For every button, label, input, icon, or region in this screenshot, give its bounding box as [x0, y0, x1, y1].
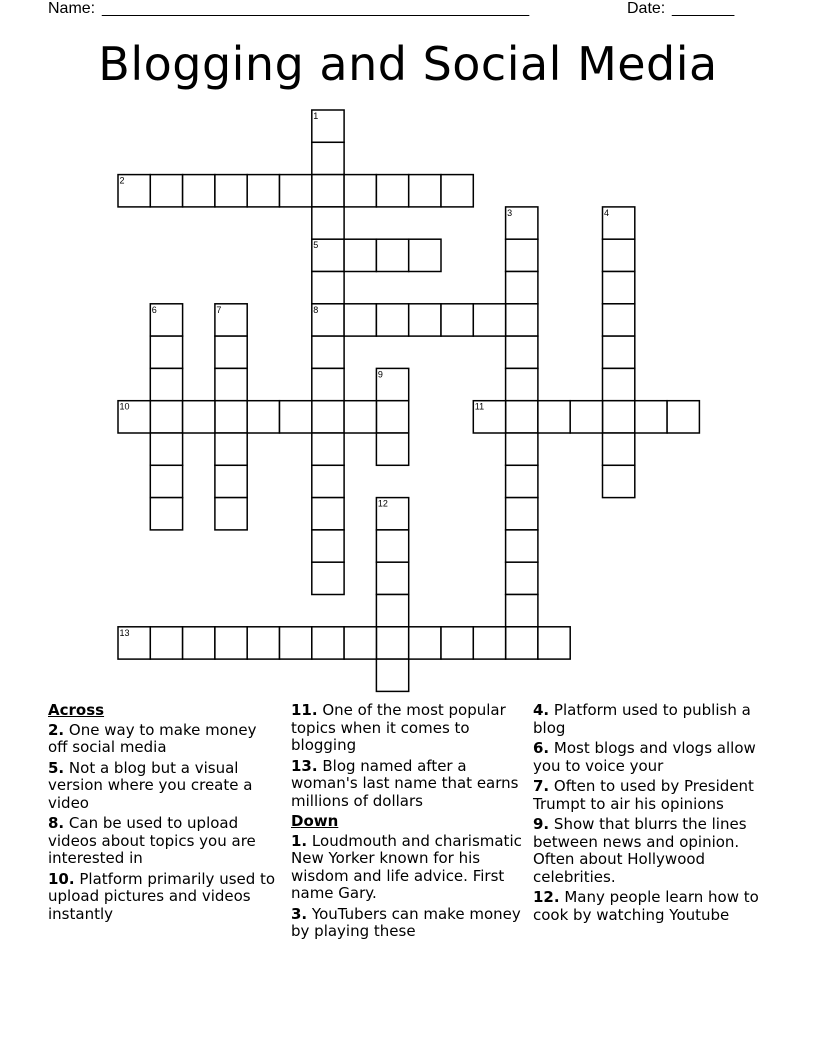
grid-cell[interactable] [312, 272, 344, 304]
grid-cell[interactable] [506, 239, 538, 271]
clue-number: 2. [48, 720, 65, 739]
grid-cell[interactable] [215, 336, 247, 368]
grid-cell[interactable] [150, 627, 182, 659]
clue-number: 10. [48, 869, 75, 888]
grid-cell[interactable] [376, 239, 408, 271]
grid-cell[interactable] [215, 465, 247, 497]
grid-cell[interactable] [376, 659, 408, 691]
grid-cell[interactable] [344, 304, 376, 336]
clue-down-9 [533, 816, 765, 886]
clue-number: 6. [533, 739, 550, 757]
grid-cell[interactable] [280, 401, 312, 433]
grid-cell[interactable] [603, 336, 635, 368]
clue-across-5 [48, 760, 280, 813]
grid-cell[interactable] [376, 175, 408, 207]
date-label: Date: [627, 0, 666, 17]
clue-across-2 [48, 722, 280, 757]
clue-number: 4. [533, 701, 550, 719]
grid-cell[interactable] [150, 465, 182, 497]
cell-number: 6 [151, 304, 157, 315]
grid-cell[interactable] [506, 498, 538, 530]
clue-across-8 [48, 815, 280, 868]
cell-number: 10 [119, 401, 130, 412]
grid-cell[interactable] [312, 433, 344, 465]
clue-across-10 [48, 871, 280, 924]
grid-cell[interactable] [312, 368, 344, 400]
grid-cell[interactable] [150, 498, 182, 530]
grid-cell[interactable] [215, 368, 247, 400]
grid-cell[interactable] [635, 401, 667, 433]
grid-cell[interactable] [312, 401, 344, 433]
cell-number: 5 [313, 240, 319, 251]
grid-cell[interactable] [506, 465, 538, 497]
grid-cell[interactable] [506, 272, 538, 304]
clue-text: Loudmouth and charismatic New Yorker known for his wisdom and life advice. First name Gary. [291, 831, 522, 902]
grid-cell[interactable] [506, 304, 538, 336]
grid-cell[interactable] [506, 401, 538, 433]
cell-number: 13 [119, 627, 130, 638]
page-title: Blogging and Social Media [98, 37, 718, 91]
clue-number: 1. [291, 831, 308, 850]
grid-cell[interactable] [376, 595, 408, 627]
clue-down-6 [533, 740, 765, 775]
grid-cell[interactable] [506, 530, 538, 562]
grid-cell[interactable] [247, 401, 279, 433]
grid-cell[interactable] [376, 401, 408, 433]
grid-cell[interactable] [538, 627, 570, 659]
clue-down-12 [533, 889, 765, 924]
grid-cell[interactable] [150, 433, 182, 465]
cell-number: 9 [377, 369, 383, 380]
grid-cell[interactable] [409, 304, 441, 336]
grid-cell[interactable] [215, 498, 247, 530]
clue-number: 12. [533, 888, 560, 906]
grid-cell[interactable] [344, 175, 376, 207]
grid-cell[interactable] [376, 530, 408, 562]
grid-cell[interactable] [441, 627, 473, 659]
clue-number: 5. [48, 758, 65, 777]
grid-cell[interactable] [183, 627, 215, 659]
clue-number: 11. [291, 701, 318, 719]
grid-cell[interactable] [473, 304, 505, 336]
clue-down-7 [533, 778, 765, 813]
cell-number: 8 [313, 304, 319, 315]
grid-cell[interactable] [280, 627, 312, 659]
grid-cell[interactable] [344, 239, 376, 271]
grid-cell[interactable] [506, 336, 538, 368]
clue-text: Not a blog but a visual version where you create a video [48, 758, 253, 812]
grid-cell[interactable] [473, 627, 505, 659]
grid-cell[interactable] [215, 627, 247, 659]
cell-number: 11 [474, 401, 485, 412]
grid-cell[interactable] [376, 562, 408, 594]
grid-cell[interactable] [344, 401, 376, 433]
grid-cell[interactable] [570, 401, 602, 433]
grid-cell[interactable] [376, 627, 408, 659]
clue-text: Show that blurrs the lines between news and opinion. Often about Hollywood celebrities. [533, 815, 747, 886]
clue-text: One of the most popular topics when it comes to blogging [291, 701, 506, 754]
grid-cell[interactable] [344, 627, 376, 659]
clue-text: Often to used by President Trumpt to air his opinions [533, 777, 754, 813]
grid-cell[interactable] [376, 433, 408, 465]
grid-cell[interactable] [409, 627, 441, 659]
grid-cell[interactable] [312, 175, 344, 207]
grid-cell[interactable] [150, 368, 182, 400]
grid-cell[interactable] [312, 627, 344, 659]
grid-cell[interactable] [506, 627, 538, 659]
grid-cell[interactable] [603, 401, 635, 433]
grid-cell[interactable] [506, 368, 538, 400]
grid-cell[interactable] [215, 401, 247, 433]
grid-cell[interactable] [603, 272, 635, 304]
grid-cell[interactable] [312, 336, 344, 368]
clue-text: Can be used to upload videos about topics you are interested in [48, 814, 256, 867]
clue-across-11 [291, 702, 523, 755]
clue-across-13 [291, 758, 523, 811]
grid-cell[interactable] [506, 595, 538, 627]
name-field[interactable]: ________________________________________________ [102, 0, 530, 17]
grid-cell[interactable] [409, 175, 441, 207]
grid-cell[interactable] [312, 562, 344, 594]
clue-text: Many people learn how to cook by watching Youtube [533, 888, 759, 924]
name-label: Name: [48, 0, 96, 17]
clue-number: 9. [533, 815, 550, 833]
grid-cell[interactable] [441, 175, 473, 207]
grid-cell[interactable] [183, 175, 215, 207]
clue-column-1 [48, 702, 280, 926]
clue-text: Platform used to publish a blog [533, 701, 751, 737]
grid-cell[interactable] [312, 498, 344, 530]
grid-cell[interactable] [183, 401, 215, 433]
clue-column-2 [291, 702, 523, 944]
grid-cell[interactable] [247, 627, 279, 659]
cell-number: 2 [119, 175, 125, 186]
grid-cell[interactable] [538, 401, 570, 433]
clue-down-3 [291, 906, 523, 941]
grid-cell[interactable] [312, 207, 344, 239]
clue-text: One way to make money off social media [48, 720, 257, 756]
clue-number: 7. [533, 777, 550, 795]
cell-number: 12 [377, 498, 388, 509]
grid-cell[interactable] [312, 142, 344, 174]
grid-cell[interactable] [441, 304, 473, 336]
grid-cell[interactable] [150, 401, 182, 433]
grid-cell[interactable] [603, 465, 635, 497]
grid-cell[interactable] [150, 336, 182, 368]
grid-cell[interactable] [280, 175, 312, 207]
down-heading: Down [291, 812, 339, 830]
grid-cell[interactable] [247, 175, 279, 207]
grid-cell[interactable] [603, 368, 635, 400]
grid-cell[interactable] [603, 304, 635, 336]
cell-number: 4 [604, 207, 610, 218]
across-heading: Across [48, 701, 105, 719]
grid-cell[interactable] [409, 239, 441, 271]
grid-cell[interactable] [667, 401, 699, 433]
clue-text: Most blogs and vlogs allow you to voice your [533, 739, 756, 775]
clue-text: Platform primarily used to upload pictures and videos instantly [48, 869, 276, 923]
grid-cell[interactable] [506, 562, 538, 594]
grid-cell[interactable] [215, 175, 247, 207]
grid-cell[interactable] [376, 304, 408, 336]
clue-down-1 [291, 833, 523, 903]
clue-down-4 [533, 702, 765, 737]
clue-number: 8. [48, 814, 65, 832]
grid-cell[interactable] [150, 175, 182, 207]
cell-number: 1 [313, 111, 319, 121]
grid-cell[interactable] [215, 433, 247, 465]
clue-column-3 [533, 702, 765, 927]
grid-cell[interactable] [312, 465, 344, 497]
clue-number: 3. [291, 904, 308, 923]
grid-cell[interactable] [603, 433, 635, 465]
cell-number: 3 [507, 207, 513, 218]
grid-cell[interactable] [603, 239, 635, 271]
date-field[interactable]: _______ [672, 0, 735, 17]
cell-number: 7 [216, 304, 222, 315]
clue-text: YouTubers can make money by playing these [291, 904, 521, 940]
clue-text: Blog named after a woman's last name that earns millions of dollars [291, 756, 519, 810]
grid-cell[interactable] [506, 433, 538, 465]
clue-number: 13. [291, 756, 318, 775]
grid-cell[interactable] [312, 530, 344, 562]
